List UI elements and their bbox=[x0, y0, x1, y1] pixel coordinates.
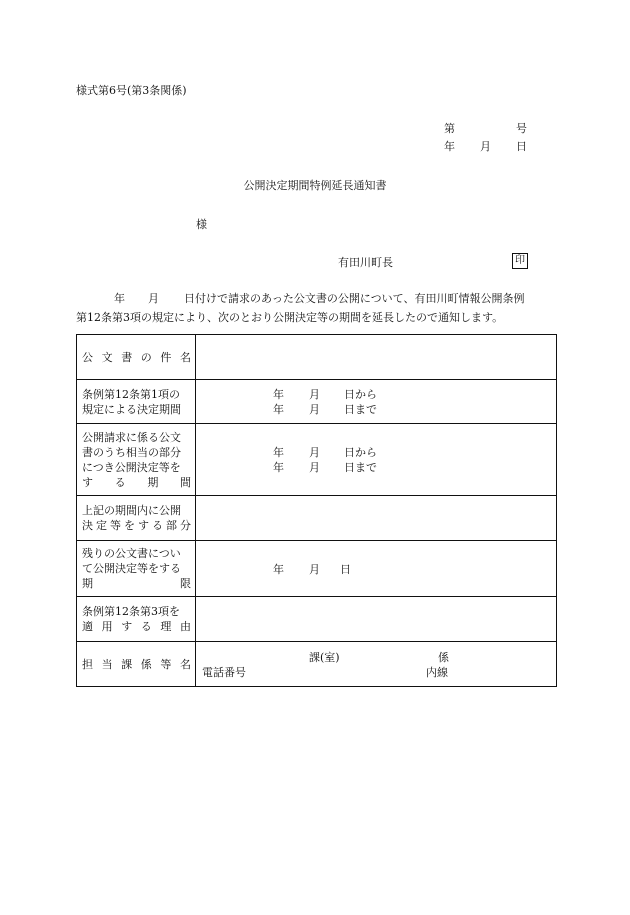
label-contact: 担当課係等名 bbox=[82, 658, 191, 671]
body-text-line2: 第12条第3項の規定により、次のとおり公開決定等の期間を延長したので通知します。 bbox=[76, 311, 504, 324]
contact-section: 課(室) bbox=[309, 651, 340, 664]
deadline-month: 月 bbox=[309, 563, 320, 576]
from-month: 月 bbox=[309, 446, 320, 459]
deadline-year: 年 bbox=[273, 563, 284, 576]
label-cell bbox=[77, 496, 196, 541]
body-month: 月 bbox=[148, 292, 159, 305]
to-month: 月 bbox=[309, 461, 320, 474]
label-cell bbox=[77, 541, 196, 597]
document-title: 公開決定期間特例延長通知書 bbox=[243, 179, 387, 192]
contact-subsection: 係 bbox=[438, 651, 449, 664]
label-subject: 公文書の件名 bbox=[82, 351, 191, 364]
value-decision-period bbox=[196, 380, 557, 424]
from-year: 年 bbox=[273, 446, 284, 459]
value-remaining-deadline bbox=[196, 541, 557, 597]
form-number: 様式第6号(第3条関係) bbox=[76, 84, 187, 97]
value-partial-decision bbox=[196, 496, 557, 541]
value-contact bbox=[196, 642, 557, 687]
table-row-partial-decision bbox=[77, 496, 557, 541]
value-reason bbox=[196, 597, 557, 642]
label-cell bbox=[77, 642, 196, 687]
date-day: 日 bbox=[516, 140, 527, 153]
label-remaining-deadline-line1: 残りの公文書につい bbox=[82, 547, 181, 560]
body-year: 年 bbox=[114, 292, 125, 305]
label-reason-line2: 適用する理由 bbox=[82, 620, 191, 633]
table-row-extended-period bbox=[77, 424, 557, 496]
contact-phone: 電話番号 bbox=[202, 666, 246, 679]
label-cell bbox=[77, 380, 196, 424]
deadline-day: 日 bbox=[340, 563, 351, 576]
addressee-suffix: 様 bbox=[196, 218, 207, 231]
label-cell bbox=[77, 335, 196, 380]
from-day: 日から bbox=[344, 388, 377, 401]
to-month: 月 bbox=[309, 403, 320, 416]
from-year: 年 bbox=[273, 388, 284, 401]
date-year: 年 bbox=[444, 140, 455, 153]
label-partial-decision-line1: 上記の期間内に公開 bbox=[82, 504, 181, 517]
to-day: 日まで bbox=[344, 403, 377, 416]
document-number-suffix: 号 bbox=[516, 122, 527, 135]
label-cell bbox=[77, 597, 196, 642]
to-year: 年 bbox=[273, 403, 284, 416]
table-row-remaining-deadline bbox=[77, 541, 557, 597]
table-row-contact bbox=[77, 642, 557, 687]
label-remaining-deadline-line3: 期限 bbox=[82, 577, 191, 590]
label-remaining-deadline-line2: て公開決定等をする bbox=[82, 562, 181, 575]
seal-stamp: 印 bbox=[512, 253, 528, 269]
to-day: 日まで bbox=[344, 461, 377, 474]
table-row-reason bbox=[77, 597, 557, 642]
value-subject bbox=[196, 335, 557, 380]
notice-table bbox=[76, 334, 557, 687]
label-extended-period-line4: する期間 bbox=[82, 476, 191, 489]
label-decision-period-line2: 規定による決定期間 bbox=[82, 403, 181, 416]
label-extended-period-line2: 書のうち相当の部分 bbox=[82, 446, 181, 459]
table-row-subject bbox=[77, 335, 557, 380]
from-month: 月 bbox=[309, 388, 320, 401]
label-cell bbox=[77, 424, 196, 496]
label-extended-period-line3: につき公開決定等を bbox=[82, 461, 181, 474]
to-year: 年 bbox=[273, 461, 284, 474]
table-row-decision-period bbox=[77, 380, 557, 424]
label-partial-decision-line2: 決定等をする部分 bbox=[82, 519, 191, 532]
body-text-line1: 日付けで請求のあった公文書の公開について、有田川町情報公開条例 bbox=[184, 292, 525, 305]
from-day: 日から bbox=[344, 446, 377, 459]
document-number-prefix: 第 bbox=[444, 122, 455, 135]
label-extended-period-line1: 公開請求に係る公文 bbox=[82, 431, 181, 444]
date-month: 月 bbox=[480, 140, 491, 153]
value-extended-period bbox=[196, 424, 557, 496]
label-decision-period-line1: 条例第12条第1項の bbox=[82, 388, 180, 401]
issuer-name: 有田川町長 bbox=[338, 256, 393, 269]
label-reason-line1: 条例第12条第3項を bbox=[82, 605, 180, 618]
contact-extension: 内線 bbox=[426, 666, 448, 679]
